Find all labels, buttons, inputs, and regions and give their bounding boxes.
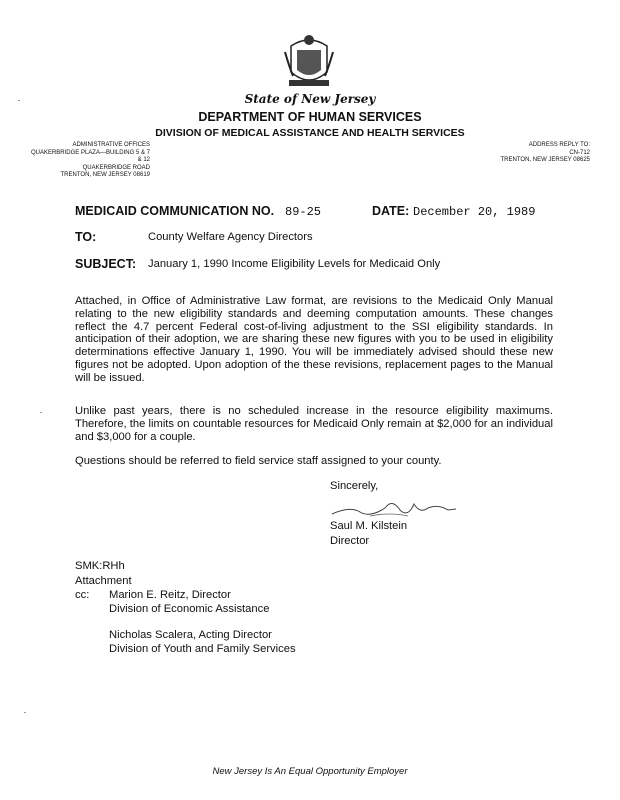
cc-recipient-1-division: Division of Economic Assistance <box>109 603 270 615</box>
address-line: TRENTON, NEW JERSEY 08619 <box>60 172 150 178</box>
handwritten-signature-icon <box>330 494 460 520</box>
body-paragraph-1: Attached, in Office of Administrative Law format, are revisions to the Medicaid Only Manual relating to the new eligibility standards and deeming computation amounts. These changes reflect the 4.7 percent Federal cost-of-living adjustment to the SSI eligibility standards. In anticipation of their adoption, we are sharing these new figures with you to be used in eligibility determinations effective January 1, 1990. You will be immediately advised should these new figures not be adopted. Upon adoption of the these revisions, replacement pages to the Manual will be issued. <box>75 295 553 384</box>
initials: SMK:RHh <box>75 560 125 572</box>
to-value: County Welfare Agency Directors <box>148 231 313 243</box>
scan-speck <box>24 712 26 713</box>
admin-offices-address <box>30 142 150 180</box>
date-value: December 20, 1989 <box>413 205 536 219</box>
cc-recipient-2-division: Division of Youth and Family Services <box>109 643 296 655</box>
state-name: State of New Jersey <box>244 92 376 106</box>
comm-label: MEDICAID COMMUNICATION NO. <box>75 204 275 218</box>
address-line: TRENTON, NEW JERSEY 08625 <box>500 157 590 163</box>
scan-speck <box>18 100 20 101</box>
signer-title: Director <box>330 535 370 547</box>
subject-label: SUBJECT: <box>75 257 137 271</box>
address-line: ADMINISTRATIVE OFFICES <box>72 142 150 148</box>
department-name: DEPARTMENT OF HUMAN SERVICES <box>198 110 422 124</box>
signer-name: Saul M. Kilstein <box>330 520 408 532</box>
cc-recipient-2-name: Nicholas Scalera, Acting Director <box>109 629 272 641</box>
comm-number: 89-25 <box>285 205 322 219</box>
closing: Sincerely, <box>330 480 379 492</box>
date-label: DATE: <box>372 204 410 218</box>
address-line: CN-712 <box>569 149 590 156</box>
subject-value: January 1, 1990 Income Eligibility Levels for Medicaid Only <box>148 258 441 270</box>
cc-recipient-1-name: Marion E. Reitz, Director <box>109 589 231 601</box>
address-line: QUAKERBRIDGE PLAZA—BUILDING 5 & 7 & 12 <box>30 149 150 163</box>
scan-speck <box>40 412 42 413</box>
body-paragraph-3: Questions should be referred to field service staff assigned to your county. <box>75 455 442 467</box>
state-seal-icon <box>283 32 335 90</box>
reply-address <box>470 142 590 165</box>
address-line: ADDRESS REPLY TO: <box>528 142 590 148</box>
to-label: TO: <box>75 230 97 244</box>
address-line: QUAKERBRIDGE ROAD <box>82 164 150 171</box>
cc-label: cc: <box>75 589 90 601</box>
footer-tagline: New Jersey Is An Equal Opportunity Employer <box>212 766 408 777</box>
division-name: DIVISION OF MEDICAL ASSISTANCE AND HEALTH SERVICES <box>155 127 465 139</box>
body-paragraph-2: Unlike past years, there is no scheduled increase in the resource eligibility maximums. Therefore, the limits on countable resources for Medicaid Only remain at $2,000 for an individual and $3,000 for a couple. <box>75 405 553 443</box>
attachment-note: Attachment <box>75 575 132 587</box>
